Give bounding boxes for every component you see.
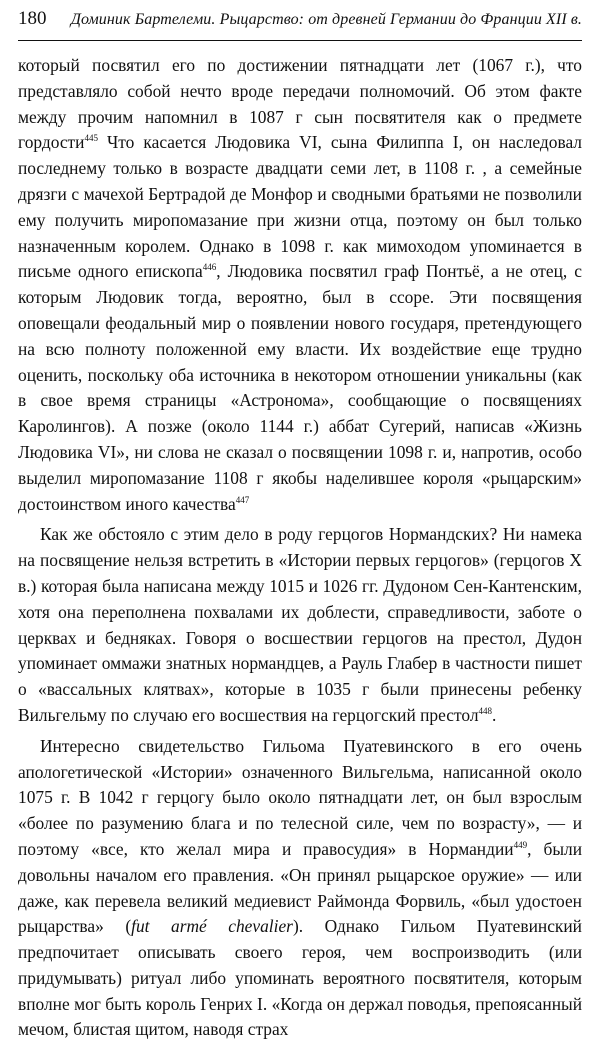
foreign-phrase: fut armé chevalier	[131, 916, 293, 937]
paragraph-2	[18, 522, 582, 728]
paragraph-3	[18, 734, 582, 1043]
page-number: 180	[18, 8, 47, 29]
text-run: Интересно свидетельство Гильома Пуатевинского в его очень апологетической «Истории» означенного Вильгельма, написанной около 1075 г. В 1042 г герцогу было около пятнадцати лет, он был взрослым «более по разумению блага и по телесной силе, чем по возрасту», — и поэтому «все, кто желал мира и правосудия» в Нормандии	[18, 735, 582, 859]
text-run: Что касается Людовика VI, сына Филиппа I, он наследовал последнему только в возрасте двадцати семи лет, в 1108 г. , а семейные дрязги с мачехой Бертрадой де Монфор и сводными братьями не позволили ему получить миропомазание при жизни отца, поэтому он был только назначенным королем. Однако в 1098 г. как мимоходом упоминается в письме одного епископа	[18, 132, 582, 282]
text-run: .	[492, 704, 497, 725]
paragraph-1	[18, 53, 582, 517]
body-text	[18, 53, 582, 1043]
footnote-ref: 447	[235, 494, 250, 505]
text-run: , были довольны началом его правления. «Он принял рыцарское оружие» — или даже, как перевела великий медиевист Раймонда Форвиль, «был удостоен рыцарства» (	[18, 838, 582, 937]
text-run: который посвятил его по достижении пятнадцати лет (1067 г.), что представляло собой нечто вроде передачи полномочий. Об этом факте между прочим напомнил в 1087 г сын посвятителя как о предмете гордости	[18, 55, 582, 153]
running-head: Доминик Бартелеми. Рыцарство: от древней Германии до Франции XII в.	[70, 11, 582, 28]
text-run: , Людовика посвятил граф Понтьё, а не отец, с которым Людовик тогда, вероятно, был в ссоре. Эти посвящения оповещали феодальный мир о появлении нового государя, претендующего на всю полноту положенной ему власти. Их воздействие еще трудно оценить, поскольку оба источника в некотором отношении уникальны (как в свое время страницы «Астронома», сообщающие о посвящениях Каролингов). А позже (около 1144 г.) аббат Сугерий, написав «Жизнь Людовика VI», ни слова не сказал о посвящении 1098 г. и, напротив, особо выделил миропомазание 1108 г якобы наделившее короля «рыцарским» достоинством иного качества	[18, 261, 582, 514]
text-run: Как же обстояло с этим дело в роду герцогов Нормандских? Ни намека на посвящение нельзя встретить в «Истории первых герцогов» (герцогов X в.) которая была написана между 1015 и 1026 гг. Дудоном Сен-Кантенским, хотя она переполнена похвалами их доблести, справедливости, заботе о церквах и бедняках. Говоря о восшествии герцогов на престол, Дудон упоминает оммажи знатных нормандцев, а Рауль Глабер в частности пишет о «вассальных клятвах», которые в 1035 г были принесены ребенку Вильгельму по случаю его восшествия на герцогский престол	[18, 524, 582, 725]
footnote-ref: 445	[84, 133, 98, 144]
footnote-ref: 446	[202, 262, 217, 273]
footnote-ref: 449	[513, 840, 528, 851]
page-header	[18, 8, 582, 41]
text-run: ). Однако Гильом Пуатевинский предпочитает описывать своего героя, чем воспроизводить (или придумывать) ритуал либо упоминать вероятного посвятителя, которым вполне мог быть король Генрих I. «Когда он держал поводья, препоясанный мечом, блистая щитом, наводя страх	[18, 916, 582, 1040]
footnote-ref: 448	[478, 706, 493, 717]
